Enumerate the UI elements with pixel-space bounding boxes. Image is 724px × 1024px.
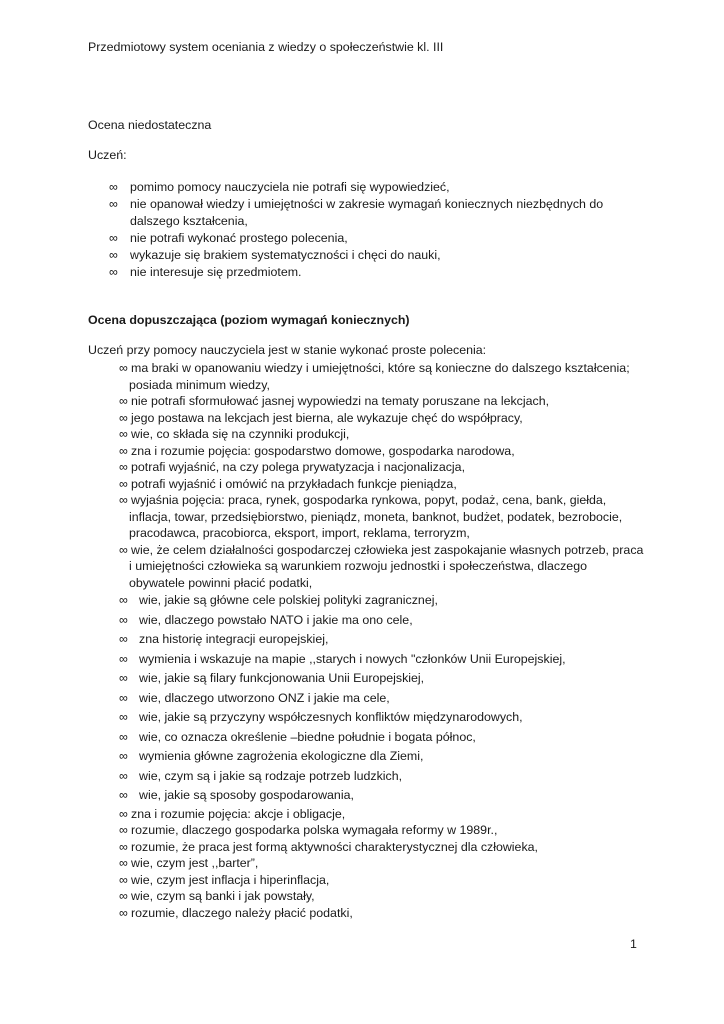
list-item-text: wymienia i wskazuje na mapie ,,starych i nowych "członków Unii Europejskiej, bbox=[139, 651, 566, 666]
list-item-text: wie, jakie są główne cele polskiej polityki zagranicznej, bbox=[139, 593, 438, 607]
bullet-icon: ∞ bbox=[119, 632, 128, 646]
list-item-text: wie, jakie są filary funkcjonowania Unii Europejskiej, bbox=[139, 671, 425, 685]
page-number: 1 bbox=[630, 937, 637, 951]
list-item-text: wymienia główne zagrożenia ekologiczne dla Ziemi, bbox=[139, 749, 424, 763]
bullet-icon: ∞ bbox=[119, 493, 128, 507]
bullet-icon: ∞ bbox=[109, 248, 118, 262]
list-item bbox=[109, 264, 639, 281]
list-item bbox=[119, 591, 654, 611]
list-item-text: nie potrafi sformułować jasnej wypowiedzi na tematy poruszane na lekcjach, bbox=[131, 394, 550, 408]
list-item-text: potrafi wyjaśnić, na czy polega prywatyzacja i nacjonalizacja, bbox=[131, 460, 466, 474]
bullet-icon: ∞ bbox=[119, 593, 128, 607]
list-item bbox=[119, 839, 654, 856]
list-item bbox=[119, 888, 654, 905]
list-item-text: wie, czym jest inflacja i hiperinflacja, bbox=[131, 872, 330, 887]
list-item bbox=[119, 872, 654, 889]
list-item-text: zna i rozumie pojęcia: akcje i obligacje, bbox=[131, 806, 346, 821]
bullet-icon: ∞ bbox=[119, 671, 128, 685]
list-item-text: nie interesuje się przedmiotem. bbox=[130, 265, 302, 279]
list-item-text: pomimo pomocy nauczyciela nie potrafi się wypowiedzieć, bbox=[130, 180, 450, 194]
list-item bbox=[119, 822, 654, 839]
bullet-icon: ∞ bbox=[119, 361, 128, 375]
bullet-icon: ∞ bbox=[119, 749, 128, 763]
list-item-text: jego postawa na lekcjach jest bierna, ale wykazuje chęć do współpracy, bbox=[131, 410, 523, 425]
list-item-continuation: pracodawca, pracobiorca, eksport, import, reklama, terroryzm, bbox=[129, 526, 470, 540]
bullet-icon: ∞ bbox=[119, 476, 128, 491]
list-item bbox=[119, 443, 654, 460]
list-item bbox=[119, 855, 654, 872]
list-item-text: wie, co oznacza określenie –biedne południe i bogata północ, bbox=[139, 729, 476, 744]
list-item-text: wie, że celem działalności gospodarczej człowieka jest zaspokajanie własnych potrzeb, praca bbox=[131, 542, 644, 557]
document-header: Przedmiotowy system oceniania z wiedzy o społeczeństwie kl. III bbox=[88, 40, 444, 54]
bullet-icon: ∞ bbox=[119, 612, 128, 627]
list-item-text: wyjaśnia pojęcia: praca, rynek, gospodarka rynkowa, popyt, podaż, cena, bank, giełda, bbox=[131, 493, 607, 507]
list-item bbox=[119, 410, 654, 427]
list-item bbox=[119, 905, 654, 922]
list-item bbox=[119, 650, 654, 670]
section-title-dopuszczajaca: Ocena dopuszczająca (poziom wymagań koniecznych) bbox=[88, 313, 410, 327]
list-item-text: zna i rozumie pojęcia: gospodarstwo domowe, gospodarka narodowa, bbox=[131, 443, 515, 458]
bullet-icon: ∞ bbox=[119, 788, 128, 802]
list-item bbox=[119, 542, 654, 592]
bullet-icon: ∞ bbox=[119, 806, 128, 821]
bullet-icon: ∞ bbox=[119, 394, 128, 408]
list-item-text: wie, co składa się na czynniki produkcji, bbox=[131, 427, 350, 441]
list-item-text: wie, czym są banki i jak powstały, bbox=[131, 889, 315, 903]
bullet-icon: ∞ bbox=[109, 231, 118, 245]
list-item-text: nie opanował wiedzy i umiejętności w zakresie wymagań koniecznych niezbędnych do dalszego kształcenia, bbox=[130, 197, 604, 228]
bullet-icon: ∞ bbox=[119, 690, 128, 705]
list-item bbox=[119, 393, 654, 410]
list-item-text: wykazuje się brakiem systematyczności i chęci do nauki, bbox=[130, 248, 441, 262]
list-item bbox=[119, 360, 654, 393]
list-item bbox=[109, 196, 639, 230]
list-item bbox=[109, 179, 639, 196]
list-item bbox=[119, 689, 654, 709]
list-dopuszczajaca bbox=[119, 360, 654, 921]
list-item bbox=[119, 492, 654, 542]
bullet-icon: ∞ bbox=[119, 729, 128, 744]
bullet-icon: ∞ bbox=[119, 651, 128, 666]
bullet-icon: ∞ bbox=[119, 410, 128, 425]
list-item bbox=[119, 611, 654, 631]
list-item bbox=[119, 806, 654, 823]
list-item bbox=[109, 230, 639, 247]
list-item-text: zna historię integracji europejskiej, bbox=[139, 632, 329, 646]
list-item-text: wie, dlaczego utworzono ONZ i jakie ma cele, bbox=[139, 690, 390, 705]
list-item bbox=[119, 728, 654, 748]
list-item bbox=[119, 459, 654, 476]
list-item bbox=[119, 476, 654, 493]
list-item bbox=[109, 247, 639, 264]
list-item-continuation: i umiejętności człowieka są warunkiem rozwoju jednostki i społeczeństwa, dlaczego bbox=[129, 559, 587, 573]
list-item-continuation: posiada minimum wiedzy, bbox=[129, 377, 270, 392]
list-item-text: nie potrafi wykonać prostego polecenia, bbox=[130, 231, 348, 245]
bullet-icon: ∞ bbox=[119, 768, 128, 783]
list-item-text: wie, jakie są przyczyny współczesnych konfliktów międzynarodowych, bbox=[139, 710, 523, 724]
list-item-continuation: obywatele powinni płacić podatki, bbox=[129, 575, 313, 590]
bullet-icon: ∞ bbox=[109, 265, 118, 279]
list-item bbox=[119, 747, 654, 767]
list-item bbox=[119, 767, 654, 787]
list-item-text: ma braki w opanowaniu wiedzy i umiejętności, które są konieczne do dalszego kształcenia; bbox=[131, 361, 630, 375]
list-item-text: rozumie, dlaczego należy płacić podatki, bbox=[131, 905, 353, 920]
bullet-icon: ∞ bbox=[119, 823, 128, 837]
list-item-text: rozumie, że praca jest formą aktywności charakterystycznej dla człowieka, bbox=[131, 839, 538, 854]
list-item-continuation: inflacja, towar, przedsiębiorstwo, pieniądz, moneta, banknot, budżet, podatek, bezrobocie, bbox=[129, 509, 623, 524]
bullet-icon: ∞ bbox=[119, 856, 128, 870]
list-item bbox=[119, 630, 654, 650]
list-item-text: wie, czym są i jakie są rodzaje potrzeb ludzkich, bbox=[139, 768, 403, 783]
list-item-text: wie, jakie są sposoby gospodarowania, bbox=[139, 788, 354, 802]
section-subtitle-uczen: Uczeń: bbox=[88, 148, 127, 162]
bullet-icon: ∞ bbox=[109, 197, 118, 211]
bullet-icon: ∞ bbox=[119, 889, 128, 903]
bullet-icon: ∞ bbox=[119, 443, 128, 458]
list-item bbox=[119, 786, 654, 806]
list-item bbox=[119, 669, 654, 689]
list-item-text: potrafi wyjaśnić i omówić na przykładach funkcje pieniądza, bbox=[131, 476, 457, 491]
section-title-niedostateczna: Ocena niedostateczna bbox=[88, 118, 212, 132]
bullet-icon: ∞ bbox=[119, 460, 128, 474]
section-intro-dopuszczajaca: Uczeń przy pomocy nauczyciela jest w stanie wykonać proste polecenia: bbox=[88, 343, 487, 357]
list-item bbox=[119, 708, 654, 728]
bullet-icon: ∞ bbox=[119, 427, 128, 441]
list-niedostateczna bbox=[109, 179, 639, 281]
bullet-icon: ∞ bbox=[109, 180, 118, 194]
bullet-icon: ∞ bbox=[119, 710, 128, 724]
list-item bbox=[119, 426, 654, 443]
list-item-text: rozumie, dlaczego gospodarka polska wymagała reformy w 1989r., bbox=[131, 823, 498, 837]
bullet-icon: ∞ bbox=[119, 905, 128, 920]
bullet-icon: ∞ bbox=[119, 542, 128, 557]
bullet-icon: ∞ bbox=[119, 872, 128, 887]
list-item-text: wie, czym jest ,,barter”, bbox=[131, 856, 259, 870]
bullet-icon: ∞ bbox=[119, 839, 128, 854]
list-item-text: wie, dlaczego powstało NATO i jakie ma ono cele, bbox=[139, 612, 413, 627]
